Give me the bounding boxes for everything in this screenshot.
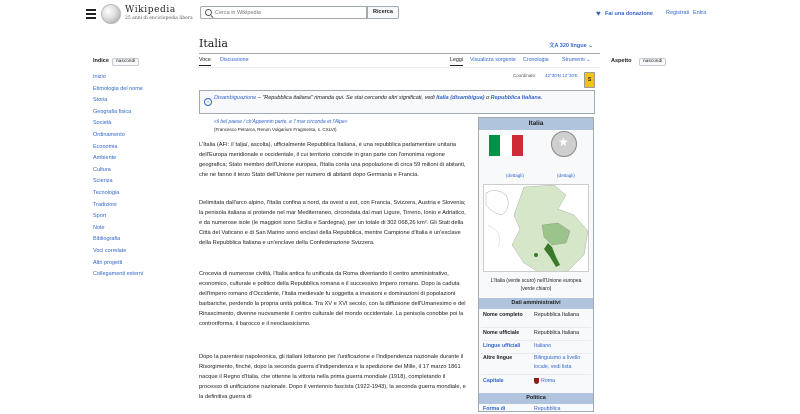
- section-politics-header: Politica: [479, 393, 593, 404]
- paragraph-risorgimento: Dopo la parentesi napoleonica, gli italiani lottarono per l'unificazione e l'indipendenza nazionale durante il Risorgimento, finché, dopo la seconda guerra d'indipendenza e la spedizione dei Mille, il 17 marzo 1861 nacque il Regno d'Italia, che ottenne la vittoria nella prima guerra mondiale (1918), completando il processo di unificazione nazionale. Dopo il ventennio fascista (1922-1943), la seconda guerra mondiale, e la definitiva guerra di: [199, 354, 466, 401]
- tab-voce[interactable]: Voce: [199, 57, 211, 66]
- row-value: [534, 377, 590, 386]
- tools-menu[interactable]: Strumenti ⌄: [562, 57, 591, 63]
- disambiguation-hatnote: [199, 90, 595, 114]
- capital-link[interactable]: Roma: [541, 378, 556, 384]
- coordinates-label: Coordinate:: [513, 73, 537, 78]
- page-title: Italia: [199, 37, 228, 50]
- login-link[interactable]: Entra: [693, 10, 707, 16]
- toc-item[interactable]: Etimologia del nome: [93, 85, 143, 92]
- flag-stripe-green: [489, 135, 500, 156]
- row-value-link[interactable]: Repubblica: [534, 406, 561, 412]
- main-menu-icon[interactable]: [86, 9, 96, 18]
- toc-item[interactable]: Bibliografia: [93, 236, 121, 243]
- search-button[interactable]: Ricerca: [367, 6, 399, 19]
- flag-stripe-red: [512, 135, 523, 156]
- row-key-link[interactable]: Capitale: [483, 378, 504, 384]
- infobox-title: Italia: [479, 118, 593, 130]
- title-divider: [199, 53, 600, 54]
- row-key: Altre lingue: [483, 355, 513, 361]
- row-value: Repubblica Italiana: [534, 330, 580, 336]
- tools-label: Strumenti: [562, 57, 585, 63]
- language-button[interactable]: 文A 320 lingue ⌄: [549, 43, 593, 49]
- flag-details-link[interactable]: (dettagli): [506, 173, 524, 178]
- infobox: [478, 117, 594, 412]
- tabs-divider: [199, 67, 600, 68]
- row-value-link[interactable]: Italiano: [534, 343, 552, 349]
- logo-tagline: 25 anni di enciclopedia libera: [125, 16, 193, 21]
- toc-item[interactable]: Scienza: [93, 178, 113, 185]
- paragraph-geography: Delimitata dall'arco alpino, l'Italia confina a nord, da ovest a est, con Francia, Svizzera, Austria e Slovenia; la penisola italiana si protende nel mar Mediterraneo, circondata dai mari Ligure, Tirreno, Ionio e Adriatico, e da numerose isole (le maggiori sono Sicilia e Sardegna), per un totale di 302 068,26 km². Gli Stati della Città del Vaticano e di San Marino sono enclavi della Repubblica, mentre Campione d'Italia è un'exclave della Repubblica Italiana e un'enclave della Confederazione Svizzera.: [199, 200, 466, 247]
- europe-map-svg: [484, 185, 589, 272]
- toc-item[interactable]: Tecnologia: [93, 189, 120, 196]
- toc-item[interactable]: Tradizioni: [93, 201, 117, 208]
- location-map[interactable]: [483, 184, 589, 272]
- toc-title: Indice: [93, 58, 109, 64]
- italy-emblem[interactable]: [551, 131, 577, 157]
- row-key-link[interactable]: Lingue ufficiali: [483, 343, 521, 349]
- row-key: Nome ufficiale: [483, 330, 520, 336]
- row-key-link[interactable]: Forma di: [483, 406, 506, 412]
- search-input[interactable]: [215, 7, 365, 18]
- donate-link[interactable]: [596, 10, 653, 17]
- row-divider: [481, 340, 591, 341]
- search-icon: [205, 9, 212, 16]
- paragraph-intro: L'Italia (AFI: /iˈtalja/, ascolta), ufficialmente Repubblica Italiana, è una repubblica parlamentare unitaria dell'Europa meridionale e occidentale, il cui territorio coincide in gran parte con l'omonima regione geografica; Stato membro dell'Unione europea, l'Italia conta una popolazione di circa 59 milioni di abitanti, che ne fanno il terzo Stato dell'Unione per numero di abitanti dopo Germania e Francia.: [199, 142, 466, 179]
- header: [0, 0, 800, 30]
- row-value: Repubblica Italiana: [534, 312, 580, 318]
- search-box[interactable]: [200, 6, 367, 19]
- row-divider: [481, 374, 591, 375]
- toc-item[interactable]: Sport: [93, 213, 107, 220]
- language-count: 320 lingue: [559, 43, 587, 49]
- toc-item[interactable]: Collegamenti esterni: [93, 271, 144, 278]
- toc-item[interactable]: Geografia fisica: [93, 108, 132, 115]
- italy-flag[interactable]: [489, 135, 523, 156]
- emblem-details-link[interactable]: (dettagli): [557, 173, 575, 178]
- row-value-link[interactable]: Bilinguismo a livello locale, vedi lista: [534, 355, 581, 370]
- rome-coat-of-arms-icon: [534, 378, 539, 384]
- table-of-contents: [93, 72, 143, 281]
- toc-item[interactable]: Altri progetti: [93, 259, 123, 266]
- register-link[interactable]: Registrati: [666, 10, 690, 16]
- hatnote-link-disambigua[interactable]: Italia (disambigua): [436, 95, 485, 101]
- row-key: Nome completo: [483, 312, 523, 318]
- flag-stripe-white: [500, 135, 511, 156]
- toc-item[interactable]: Storia: [93, 97, 108, 104]
- epigraph-source: (Francesco Petrarca, Rerum Vulgarium Fragmenta, s. CXLVI): [214, 127, 337, 132]
- tab-discussione[interactable]: Discussione: [220, 57, 249, 63]
- toc-item[interactable]: Cultura: [93, 166, 111, 173]
- logo-wordmark[interactable]: Wikipedia: [125, 5, 176, 15]
- toc-hide-button[interactable]: nascondi: [112, 58, 139, 66]
- toc-item[interactable]: Inizio: [93, 74, 106, 80]
- row-divider: [481, 327, 591, 328]
- appearance-title: Aspetto: [611, 58, 632, 64]
- toc-item[interactable]: Economia: [93, 143, 118, 150]
- disambiguation-link[interactable]: Disambiguazione: [214, 95, 257, 101]
- toc-item[interactable]: Voci correlate: [93, 247, 127, 254]
- coordinates-value[interactable]: 42°30′N 12°30′E: [545, 73, 578, 78]
- hatnote-end: .: [540, 95, 543, 101]
- donate-label: Fai una donazione: [605, 10, 653, 17]
- tab-visualizza-sorgente[interactable]: Visualizza sorgente: [470, 57, 516, 63]
- wikipedia-globe-logo[interactable]: [101, 4, 121, 24]
- translate-icon: 文A: [549, 43, 560, 49]
- appearance-hide-button[interactable]: nascondi: [639, 58, 666, 66]
- paragraph-history: Crocevia di numerose civiltà, l'Italia antica fu unificata da Roma diventando il centro amministrativo, economico, culturale e politico della Repubblica romana e il successivo Impero romano. Dopo la caduta dell'Impero romano d'Occidente, l'Italia medievale fu soggetta a invasioni e dominazioni di popolazioni barbariche, perdendo la propria unità politica. Tra XV e XVI secolo, con la diffusione dell'Umanesimo e del Rinascimento, divenne nuovamente il centro culturale del mondo occidentale. La penisola conobbe poi la controriforma, il barocco e il neoclassicismo.: [199, 271, 466, 328]
- map-caption: L'Italia (verde scuro) nell'Unione europea (verde chiaro): [490, 278, 582, 292]
- hatnote-text: [214, 93, 588, 103]
- toc-item[interactable]: Società: [93, 120, 112, 127]
- tab-cronologia[interactable]: Cronologia: [523, 57, 549, 63]
- disambiguation-icon: +: [204, 98, 212, 106]
- toc-item[interactable]: Note: [93, 224, 105, 231]
- toc-item[interactable]: Ordinamento: [93, 131, 125, 138]
- hatnote-sep: o: [484, 95, 491, 101]
- quality-badge[interactable]: S: [584, 72, 595, 88]
- toc-item[interactable]: Ambiente: [93, 155, 117, 162]
- heart-icon: ♥: [596, 9, 601, 18]
- section-admin-header: Dati amministrativi: [479, 298, 593, 309]
- hatnote-link-repubblica[interactable]: Repubblica Italiana: [490, 95, 541, 101]
- hatnote-body: – "Repubblica italiana" rimanda qui. Se stai cercando altri significati, vedi: [256, 95, 437, 101]
- tab-leggi[interactable]: Leggi: [450, 57, 463, 66]
- epigraph-quote: «il bel paese / ch'Appennin parte, e 'l mar circonda et l'Alpe»: [214, 119, 348, 125]
